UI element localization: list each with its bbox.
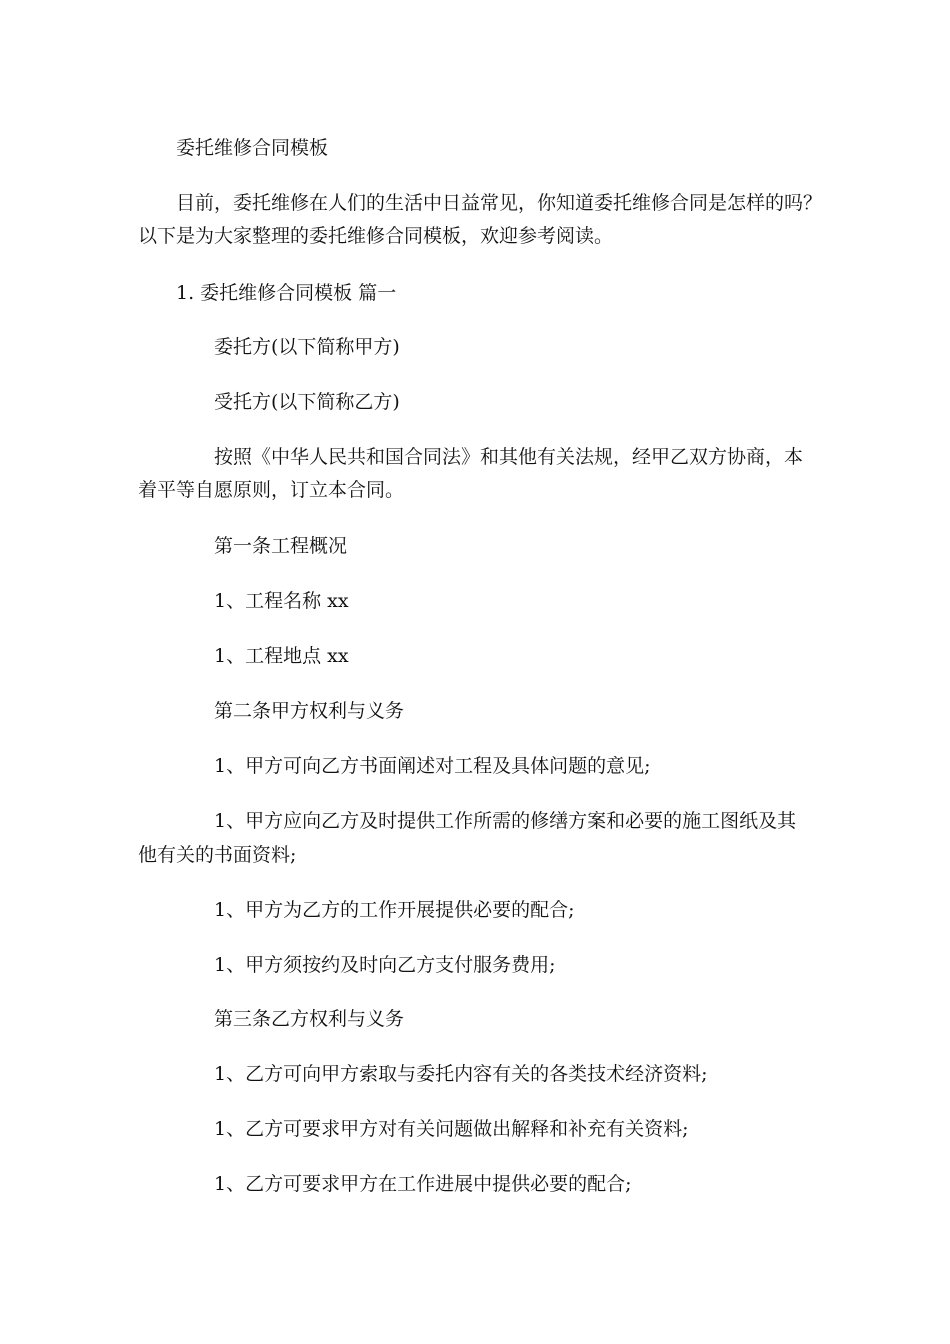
article-1-item: 1、工程地点 xx [214,645,349,667]
article-3-item: 1、乙方可要求甲方在工作进展中提供必要的配合; [214,1173,632,1195]
section-heading: 1. 委托维修合同模板 篇一 [176,282,397,304]
preamble-line-2: 着平等自愿原则，订立本合同。 [138,479,405,501]
intro-line-1: 目前，委托维修在人们的生活中日益常见，你知道委托维修合同是怎样的吗？ [176,192,823,214]
article-2-item: 1、甲方可向乙方书面阐述对工程及具体问题的意见; [214,755,651,777]
party-a: 委托方(以下简称甲方) [214,336,400,358]
article-3-item: 1、乙方可向甲方索取与委托内容有关的各类技术经济资料; [214,1063,708,1085]
article-2-item: 1、甲方须按约及时向乙方支付服务费用; [214,954,556,976]
preamble-line-1: 按照《中华人民共和国合同法》和其他有关法规，经甲乙双方协商，本 [214,446,804,468]
article-1-heading: 第一条工程概况 [214,535,348,557]
article-1-item: 1、工程名称 xx [214,590,349,612]
article-3-heading: 第三条乙方权利与义务 [214,1008,405,1030]
party-b: 受托方(以下简称乙方) [214,391,400,413]
article-2-item: 1、甲方为乙方的工作开展提供必要的配合; [214,899,575,921]
article-2-heading: 第二条甲方权利与义务 [214,700,405,722]
intro-line-2: 以下是为大家整理的委托维修合同模板，欢迎参考阅读。 [138,225,614,247]
document-title: 委托维修合同模板 [176,137,329,159]
article-2-item-continued: 他有关的书面资料; [138,844,297,866]
article-2-item: 1、甲方应向乙方及时提供工作所需的修缮方案和必要的施工图纸及其 [214,810,797,832]
article-3-item: 1、乙方可要求甲方对有关问题做出解释和补充有关资料; [214,1118,689,1140]
